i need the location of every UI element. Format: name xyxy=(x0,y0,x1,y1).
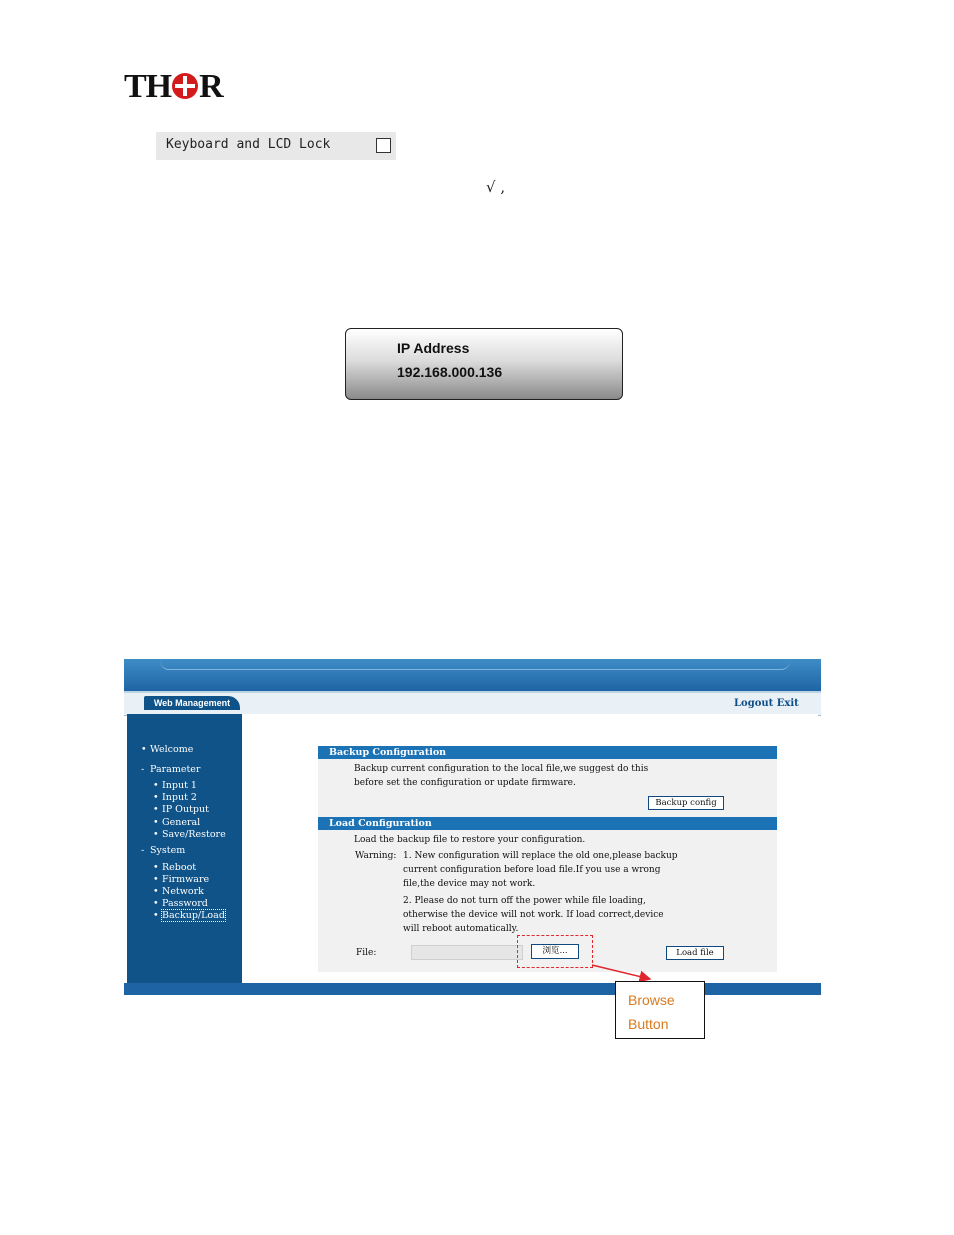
sidebar-item-save-restore[interactable] xyxy=(153,829,226,840)
sidebar-item-input-1[interactable] xyxy=(153,780,197,791)
sidebar-item-backup-load[interactable] xyxy=(153,910,225,921)
web-management-screenshot xyxy=(124,659,821,995)
nav-bullet: • xyxy=(153,898,159,909)
sidebar-item-system[interactable] xyxy=(141,845,185,856)
logo-circle-icon xyxy=(172,73,198,99)
file-input[interactable] xyxy=(411,945,523,960)
header-decoration xyxy=(160,661,790,670)
sidebar-item-parameter[interactable] xyxy=(141,764,200,775)
web-footer xyxy=(124,983,821,995)
sidebar-item-ip-output[interactable] xyxy=(153,804,209,815)
warning-line-6: will reboot automatically. xyxy=(403,924,519,934)
sidebar-item-firmware[interactable] xyxy=(153,874,209,885)
nav-label: General xyxy=(162,817,201,828)
sidebar-item-password[interactable] xyxy=(153,898,208,909)
load-intro-text: Load the backup file to restore your configuration. xyxy=(354,835,586,845)
lcd-line-1: IP Address xyxy=(397,340,470,356)
load-file-button[interactable]: Load file xyxy=(666,946,724,960)
nav-bullet: • xyxy=(153,792,159,803)
web-header xyxy=(124,659,821,691)
nav-bullet: • xyxy=(153,862,159,873)
keyboard-lock-label: Keyboard and LCD Lock xyxy=(166,137,331,152)
backup-text-2: before set the configuration or update firmware. xyxy=(354,778,576,788)
logout-exit-links[interactable]: Logout Exit xyxy=(734,698,799,709)
warning-line-1: 1. New configuration will replace the old one,please backup xyxy=(403,851,678,861)
nav-bullet: • xyxy=(153,910,159,921)
backup-text-1: Backup current configuration to the local file,we suggest do this xyxy=(354,764,649,774)
browse-highlight-box xyxy=(517,935,593,968)
nav-label: Backup/Load xyxy=(162,910,225,921)
nav-label: Network xyxy=(162,886,204,897)
nav-bullet: - xyxy=(141,845,145,856)
nav-bullet: - xyxy=(141,764,145,775)
warning-line-4: 2. Please do not turn off the power while file loading, xyxy=(403,896,646,906)
web-toolbar xyxy=(124,691,821,716)
web-management-tab[interactable]: Web Management xyxy=(144,696,240,710)
callout-line-2: Button xyxy=(628,1016,669,1032)
backup-section-title: Backup Configuration xyxy=(318,746,777,759)
backup-config-button[interactable]: Backup config xyxy=(648,796,724,810)
nav-label: Parameter xyxy=(150,764,201,775)
backup-section-body xyxy=(318,759,777,817)
sidebar-item-input-2[interactable] xyxy=(153,792,197,803)
nav-label: Save/Restore xyxy=(162,829,226,840)
warning-label: Warning: xyxy=(355,851,397,861)
nav-label: Reboot xyxy=(162,862,197,873)
sidebar-item-welcome[interactable] xyxy=(141,744,193,755)
nav-bullet: • xyxy=(153,804,159,815)
nav-label: Password xyxy=(162,898,208,909)
browse-callout xyxy=(615,981,705,1039)
sidebar-item-network[interactable] xyxy=(153,886,204,897)
nav-label: Firmware xyxy=(162,874,210,885)
nav-bullet: • xyxy=(153,886,159,897)
callout-line-1: Browse xyxy=(628,992,675,1008)
load-section-title: Load Configuration xyxy=(318,817,777,830)
lcd-line-2: 192.168.000.136 xyxy=(397,364,503,380)
nav-label: Input 2 xyxy=(162,792,197,803)
sidebar-item-general[interactable] xyxy=(153,817,200,828)
sidebar-item-reboot[interactable] xyxy=(153,862,196,873)
warning-line-2: current configuration before load file.If you use a wrong xyxy=(403,865,661,875)
nav-label: Welcome xyxy=(150,744,194,755)
browse-button[interactable]: 浏览... xyxy=(531,944,579,959)
nav-label: Input 1 xyxy=(162,780,197,791)
warning-line-5: otherwise the device will not work. If load correct,device xyxy=(403,910,664,920)
nav-label: IP Output xyxy=(162,804,209,815)
nav-bullet: • xyxy=(153,829,159,840)
nav-bullet: • xyxy=(141,744,147,755)
file-label: File: xyxy=(356,948,377,958)
thor-logo xyxy=(124,70,236,104)
logo-text-left: TH xyxy=(124,68,172,105)
nav-bullet: • xyxy=(153,780,159,791)
nav-bullet: • xyxy=(153,817,159,828)
keyboard-lock-row xyxy=(156,132,396,160)
lcd-display xyxy=(345,328,623,400)
nav-label: System xyxy=(150,845,186,856)
nav-bullet: • xyxy=(153,874,159,885)
warning-line-3: file,the device may not work. xyxy=(403,879,536,889)
sidebar-nav xyxy=(127,714,242,983)
check-mark-text: √ , xyxy=(486,178,506,196)
logo-text-right: R xyxy=(199,68,223,105)
keyboard-lock-checkbox[interactable] xyxy=(376,138,391,153)
